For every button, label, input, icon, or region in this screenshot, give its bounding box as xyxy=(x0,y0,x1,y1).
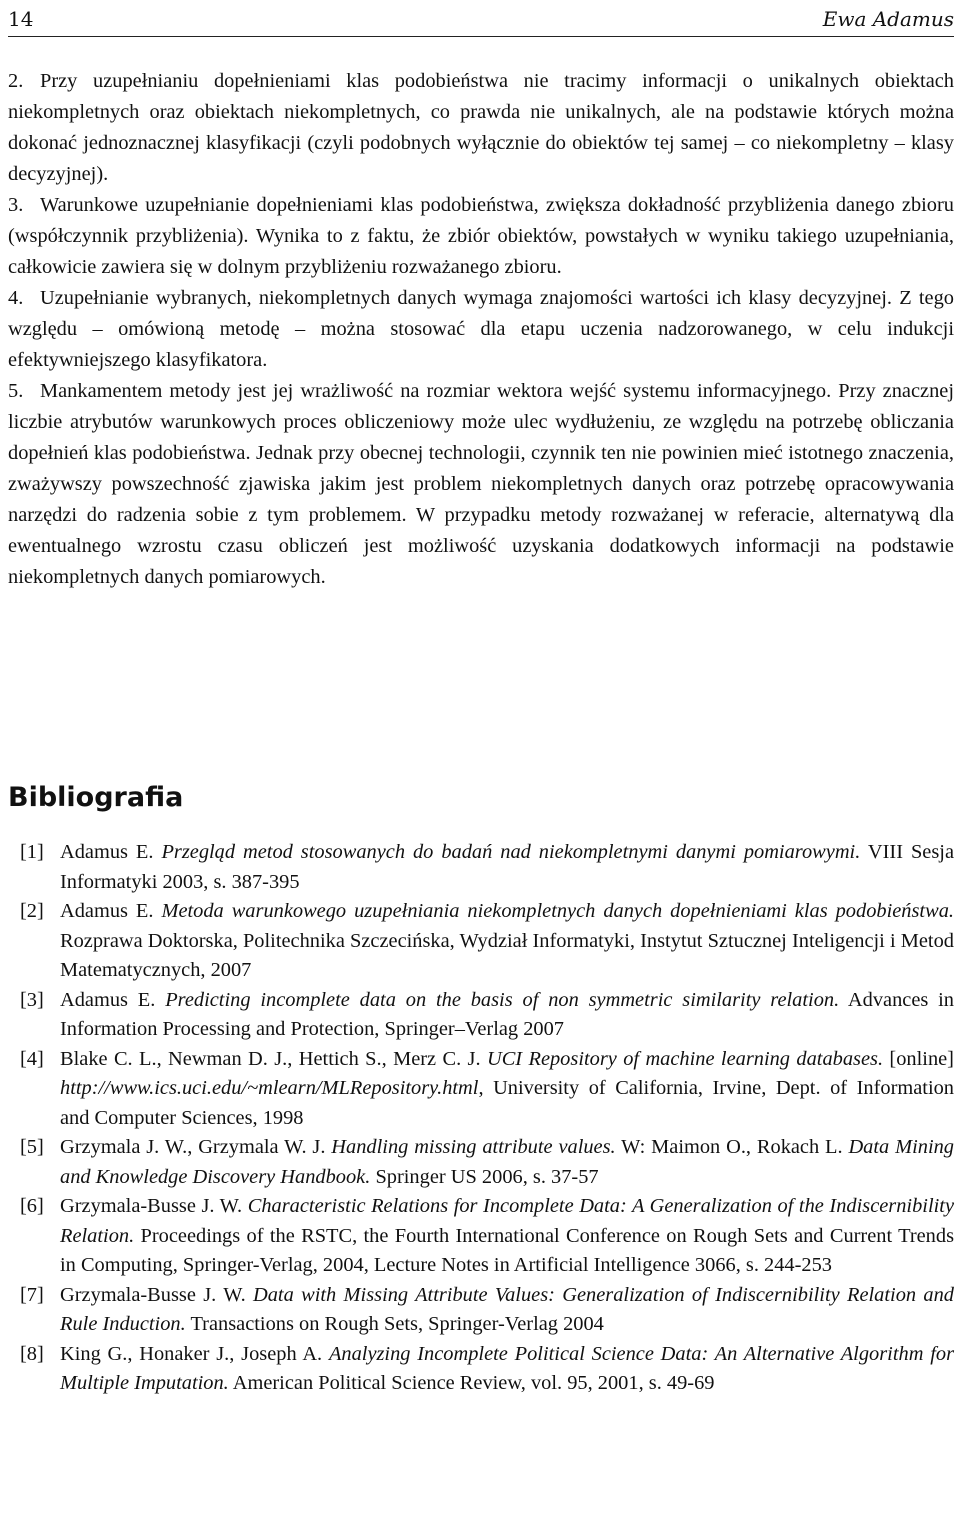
reference-url-link[interactable]: http://www.ics.uci.edu/~mlearn/MLRepository.html xyxy=(60,1077,479,1099)
conclusion-item-4: 4. Uzupełnianie wybranych, niekompletnych danych wymaga znajomości wartości ich klasy decyzyjnej. Z tego względu – omówioną metodę – można stosować dla etapu uczenia nadzorowanego, w celu indukcji efektywniejszego klasyfikatora. xyxy=(8,287,954,371)
reference-6: [6] Grzymala-Busse J. W. Characteristic Relations for Incomplete Data: A Generalization of the Indiscernibility Relation. Proceedings of the RSTC, the Fourth International Conference on Rough Sets and Current Trends in Computing, Springer-Verlag, 2004, Lecture Notes in Artificial Intelligence 3066, s. 244-253 xyxy=(20,1195,954,1276)
reference-4: [4] Blake C. L., Newman D. J., Hettich S., Merz C. J. UCI Repository of machine learning databases. [online] http://www.ics.uci.edu/~mlearn/MLRepository.html, University of California, Irvine, Dept. of Information and Computer Sciences, 1998 xyxy=(20,1047,954,1129)
reference-2: [2] Adamus E. Metoda warunkowego uzupełniania niekompletnych danych dopełnieniami klas podobieństwa. Rozprawa Doktorska, Politechnika Szczecińska, Wydział Informatyki, Instytut Sztucznej Inteligencji i Metod Matematycznych, 2007 xyxy=(20,900,954,981)
conclusions-list xyxy=(8,66,954,593)
reference-3: [3] Adamus E. Predicting incomplete data on the basis of non symmetric similarity relation. Advances in Information Processing and Protection, Springer–Verlag 2007 xyxy=(20,988,954,1040)
conclusion-item-2: 2. Przy uzupełnianiu dopełnieniami klas podobieństwa nie tracimy informacji o unikalnych obiektach niekompletnych oraz obiektach niekompletnych, co prawda nie unikalnych, ale na podstawie których można dokonać jednoznacznej klasyfikacji (czyli podobnych wyłącznie do obiektów tej samej – co niekompletny – klasy decyzyjnej). xyxy=(8,70,954,185)
reference-5: [5] Grzymala J. W., Grzymala W. J. Handling missing attribute values. W: Maimon O., Rokach L. Data Mining and Knowledge Discovery Handbook. Springer US 2006, s. 37-57 xyxy=(20,1136,954,1188)
reference-8: [8] King G., Honaker J., Joseph A. Analyzing Incomplete Political Science Data: An Alternative Algorithm for Multiple Imputation. American Political Science Review, vol. 95, 2001, s. 49-69 xyxy=(20,1342,955,1394)
running-header xyxy=(8,4,954,34)
bibliography-list xyxy=(8,838,954,1399)
bibliography-heading: Bibliografia xyxy=(8,782,184,813)
reference-1: [1] Adamus E. Przegląd metod stosowanych do badań nad niekompletnymi danymi pomiarowymi. VIII Sesja Informatyki 2003, s. 387-395 xyxy=(20,841,954,893)
header-rule xyxy=(8,36,954,37)
running-author: Ewa Adamus xyxy=(822,7,954,31)
conclusion-item-3: 3. Warunkowe uzupełnianie dopełnieniami klas podobieństwa, zwiększa dokładność przybliżenia danego zbioru (współczynnik przybliżenia). Wynika to z faktu, że zbiór obiektów, powstałych w wyniku takiego uzupełniania, całkowicie zawiera się w dolnym przybliżeniu rozważanego zbioru. xyxy=(8,194,954,278)
page-number: 14 xyxy=(8,7,34,31)
conclusion-item-5: 5. Mankamentem metody jest jej wrażliwość na rozmiar wektora wejść systemu informacyjnego. Przy znacznej liczbie atrybutów warunkowych proces obliczeniowy może ulec wydłużeniu, ze względu na potrzebę obliczania dopełnień klas podobieństwa. Jednak przy obecnej technologii, czynnik ten nie powinien mieć istotnego znaczenia, zważywszy powszechność zjawiska jakim jest problem niekompletnych danych oraz potrzebę opracowywania narzędzi do radzenia sobie z tym problemem. W przypadku metody rozważanej w referacie, alternatywą dla ewentualnego wzrostu czasu obliczeń jest możliwość uzyskania dodatkowych informacji na podstawie niekompletnych danych pomiarowych. xyxy=(8,380,954,588)
reference-7: [7] Grzymala-Busse J. W. Data with Missing Attribute Values: Generalization of Indiscernibility Relation and Rule Induction. Transactions on Rough Sets, Springer-Verlag 2004 xyxy=(20,1283,954,1335)
